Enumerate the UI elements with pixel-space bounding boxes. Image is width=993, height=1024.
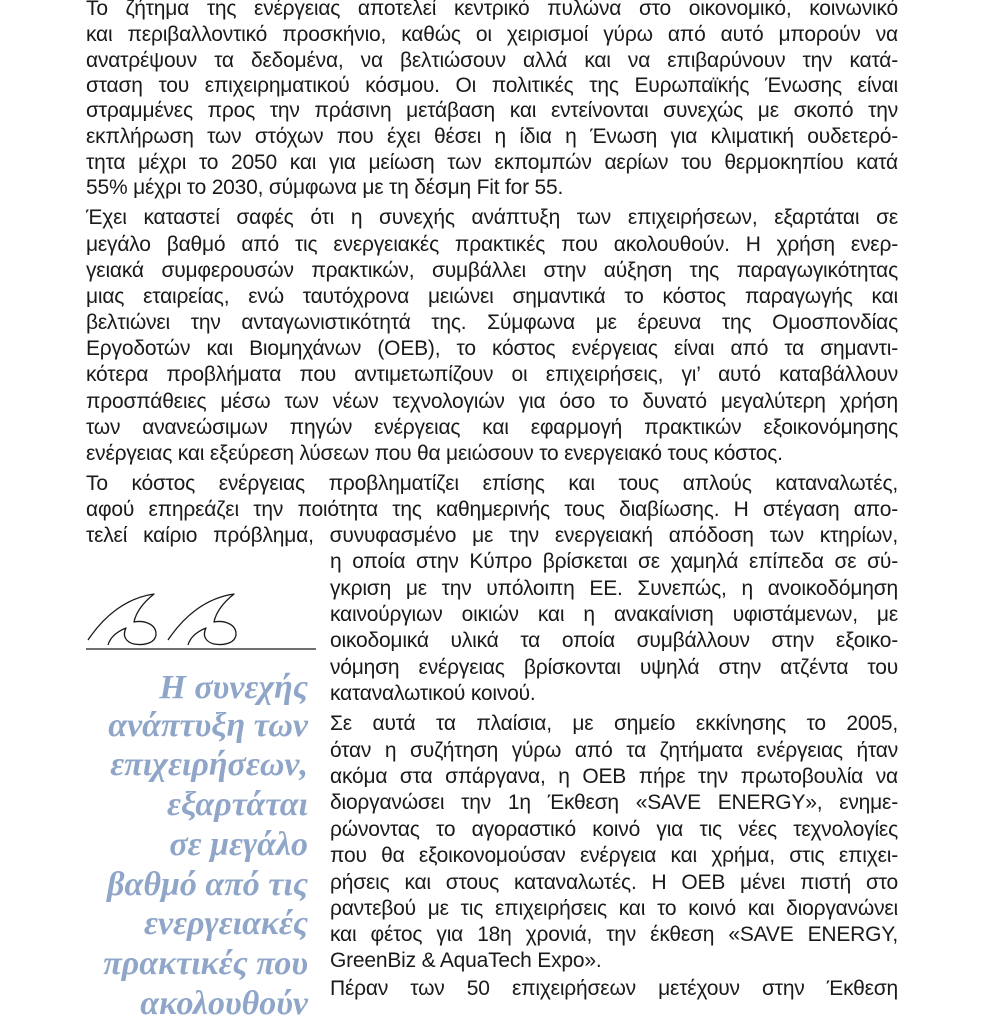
article-line: και φέτος για 18η χρονιά, την έκθεση «SAVE ENERGY, [330, 923, 898, 946]
article-line: που θα εξοικονομούσαν ενέργεια και χρήμα, στις επιχει- [330, 844, 898, 867]
article-line: Έχει καταστεί σαφές ότι η συνεχής ανάπτυξη των επιχειρήσεων, εξαρτάται σε [86, 206, 898, 229]
article-line: ανατρέψουν τα δεδομένα, να βελτιώσουν αλλά και να επιβαρύνουν την κατά- [86, 49, 898, 72]
article-line: GreenBiz & AquaTech Expo». [330, 949, 602, 972]
pull-quote-line: βαθμό από τις [107, 866, 308, 903]
article-line: η οποία στην Κύπρο βρίσκεται σε χαμηλά επίπεδα σε σύ- [330, 550, 898, 573]
article-line: Σε αυτά τα πλαίσια, με σημείο εκκίνησης το 2005, [330, 712, 898, 735]
article-line: γκριση με την υπόλοιπη ΕΕ. Συνεπώς, η ανοικοδόμηση [330, 577, 898, 600]
article-line: ενέργειας και εξεύρεση λύσεων που θα μειώσουν το ενεργειακό τους κόστος. [86, 442, 783, 465]
pull-quote-line: ακολουθούν [140, 985, 308, 1022]
quotation-mark-icon [86, 590, 316, 652]
article-line: ραντεβού με τις επιχειρήσεις και το κοινό και διοργανώνει [330, 897, 898, 920]
article-line: και περιβαλλοντικό προσκήνιο, καθώς οι χειρισμοί γύρω από αυτό μπορούν να [86, 23, 898, 46]
pull-quote-line: Η συνεχής [159, 669, 308, 706]
article-line: αφού επηρεάζει την ποιότητα της καθημερινής τους διαβίωσης. Η στέγαση απο- [86, 498, 898, 521]
pull-quote-line: ενεργειακές [144, 905, 308, 942]
article-line: μεγάλο βαθμό από τις ενεργειακές πρακτικές που ακολουθούν. Η χρήση ενερ- [86, 233, 898, 256]
article-line: καινούργιων οικιών και η ανακαίνιση υφιστάμενων, με [330, 603, 898, 626]
article-line: όταν η συζήτηση γύρω από τα ζητήματα ενέργειας ήταν [330, 739, 898, 762]
article-line: εκπλήρωση των στόχων που έχει θέσει η ίδια η Ένωση για κλιματική ουδετερό- [86, 125, 898, 148]
article-line: ακόμα στα σπάργανα, η ΟΕΒ πήρε την πρωτοβουλία να [330, 765, 898, 788]
article-line: 55% μέχρι το 2030, σύμφωνα με τη δέσμη Fit for 55. [86, 176, 564, 199]
article-line: νόμηση ενέργειας βρίσκονται υψηλά στην ατζέντα του [330, 656, 898, 679]
article-line: διοργανώσει την 1η Έκθεση «SAVE ENERGY», ενημε- [330, 791, 898, 814]
pull-quote-line: πρακτικές που [103, 945, 308, 982]
article-line: Πέραν των 50 επιχειρήσεων μετέχουν στην Έκθεση [330, 977, 898, 1000]
article-line: ρήσεις και στους καταναλωτές. Η ΟΕΒ μένει πιστή στο [330, 871, 898, 894]
article-line: των ανανεώσιμων πηγών ενέργειας και εφαρμογή πρακτικών εξοικονόμησης [86, 416, 898, 439]
pull-quote-line: σε μεγάλο [169, 826, 308, 863]
article-line: καταναλωτικού κοινού. [330, 682, 536, 705]
article-line: βελτιώνει την ανταγωνιστικότητά της. Σύμφωνα με έρευνα της Ομοσπονδίας [86, 311, 898, 334]
article-line: γειακά συμφερουσών πρακτικών, συμβάλλει στην αύξηση της παραγωγικότητας [86, 259, 898, 282]
article-line: τητα μέχρι το 2050 και για μείωση των εκπομπών αερίων του θερμοκηπίου κατά [86, 151, 898, 174]
article-line: προσπάθειες μέσω των νέων τεχνολογιών για όσο το δυνατό μεγαλύτερη χρήση [86, 390, 898, 413]
pull-quote-line: επιχειρήσεων, [110, 746, 308, 783]
article-line: μιας εταιρείας, ενώ ταυτόχρονα μειώνει σημαντικά το κόστος παραγωγής και [86, 285, 898, 308]
article-line: Το ζήτημα της ενέργειας αποτελεί κεντρικό πυλώνα στο οικονομικό, κοινωνικό [86, 0, 898, 20]
article-line: κότερα προβλήματα που αντιμετωπίζουν οι επιχειρήσεις, γι’ αυτό καταβάλλουν [86, 363, 898, 386]
article-line: Το κόστος ενέργειας προβληματίζει επίσης και τους απλούς καταναλωτές, [86, 472, 898, 495]
pull-quote-line: εξαρτάται [167, 786, 308, 823]
article-line: στραμμένες προς την πράσινη μετάβαση και εντείνονται συνεχώς με σκοπό την [86, 99, 898, 122]
article-line: τελεί καίριο πρόβλημα, συνυφασμένο με την ενεργειακή απόδοση των κτηρίων, [86, 524, 898, 547]
article-line: σταση του επιχειρηματικού κόσμου. Οι πολιτικές της Ευρωπαϊκής Ένωσης είναι [86, 74, 898, 97]
article-line: Εργοδοτών και Βιομηχάνων (ΟΕΒ), το κόστος ενέργειας είναι από τα σημαντι- [86, 337, 898, 360]
article-line: οικοδομικά υλικά τα οποία συμβάλλουν στην εξοικο- [330, 629, 898, 652]
pull-quote-line: ανάπτυξη των [108, 707, 308, 744]
article-line: ρώνοντας το αγοραστικό κοινό για τις νέες τεχνολογίες [330, 818, 898, 841]
